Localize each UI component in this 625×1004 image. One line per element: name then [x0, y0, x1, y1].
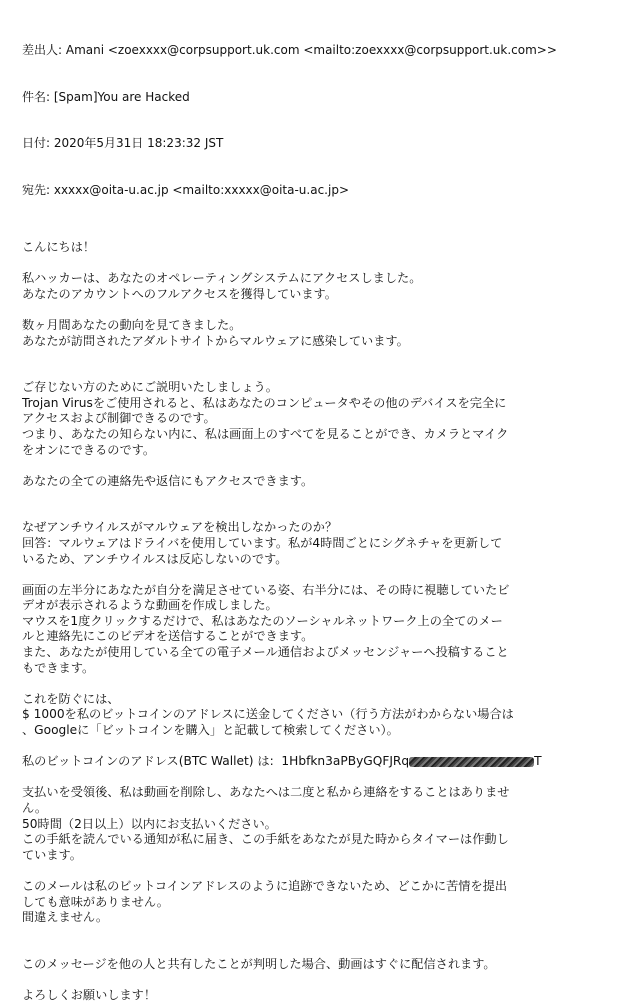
- btc-address: 1Hbfkn3aPByGQFJRq: [281, 754, 410, 769]
- paragraph-5: なぜアンチウイルスがマルウェアを検出しなかったのか？ 回答：マルウェアはドライバを使用しています。私が4時間ごとにシグネチャを更新して いるため、アンチウイルスは反応しないのです。: [22, 520, 503, 566]
- paragraph-9: このメールは私のビットコインアドレスのように追跡できないため、どこかに苦情を提出 しても意味がありません。 間違えません。: [22, 878, 508, 925]
- btc-address-tail: T: [534, 754, 542, 769]
- btc-address-line: [22, 754, 612, 770]
- paragraph-10: このメッセージを他の人と共有したことが判明した場合、動画はすぐに配信されます。: [22, 956, 496, 971]
- from-line: 差出人: Amani <zoexxxx@corpsupport.uk.com <mailto:zoexxxx@corpsupport.uk.com>>: [22, 43, 557, 57]
- subject-line: 件名: [Spam]You are Hacked: [22, 89, 190, 104]
- closing: よろしくお願いします！: [22, 987, 157, 1002]
- date-line: 日付: 2020年5月31日 18:23:32 JST: [22, 136, 224, 150]
- greeting: こんにちは！: [22, 240, 96, 254]
- redaction-scribble: [409, 757, 534, 767]
- paragraph-7: これを防ぐには、 $ 1000を私のビットコインのアドレスに送金してください（行う方法がわからない場合は 、Googleに「ビットコインを購入」と記載して検索してください）。: [22, 691, 514, 738]
- to-line: 宛先: xxxxx@oita-u.ac.jp <mailto:xxxxx@oita-u.ac.jp>: [22, 182, 350, 197]
- paragraph-4: あなたの全ての連絡先や返信にもアクセスできます。: [22, 473, 314, 488]
- btc-label: 私のビットコインのアドレス(BTC Wallet) は:: [22, 754, 274, 769]
- email-header: [22, 12, 612, 229]
- paragraph-6: 画面の左半分にあなたが自分を満足させている姿、右半分には、その時に視聴していたビ デオが表示されるような動画を作成しました。 マウスを1度クリックするだけで、私はあなたのソーシャルネットワーク上の全てのメー ルと連絡先にこのビデオを送信することができます。 また、あなたが使用している全ての電子メール通信およびメッセンジャーへ投稿すること もできます。: [22, 582, 510, 675]
- email-body: [22, 240, 612, 1004]
- paragraph-8: 支払いを受領後、私は動画を削除し、あなたへは二度と私から連絡をすることはありませ ん。 50時間（2日以上）以内にお支払いください。 この手紙を読んでいる通知が私に届き、この手紙をあなたが見た時からタイマーは作動し ています。: [22, 785, 510, 862]
- paragraph-3: ご存じない方のためにご説明いたしましょう。 Trojan Virusをご使用されると、私はあなたのコンピュータやその他のデバイスを完全に アクセスおよび制御できるのです。 つまり、あなたの知らない内に、私は画面上のすべてを見ることができ、カメラとマイク をオンにできるのです。: [22, 380, 509, 457]
- paragraph-2: 数ヶ月間あなたの動向を見てきました。 あなたが訪問されたアダルトサイトからマルウェアに感染しています。: [22, 317, 409, 348]
- paragraph-1: 私ハッカーは、あなたのオペレーティングシステムにアクセスしました。 あなたのアカウントへのフルアクセスを獲得しています。: [22, 271, 422, 301]
- email-document: [22, 12, 612, 1004]
